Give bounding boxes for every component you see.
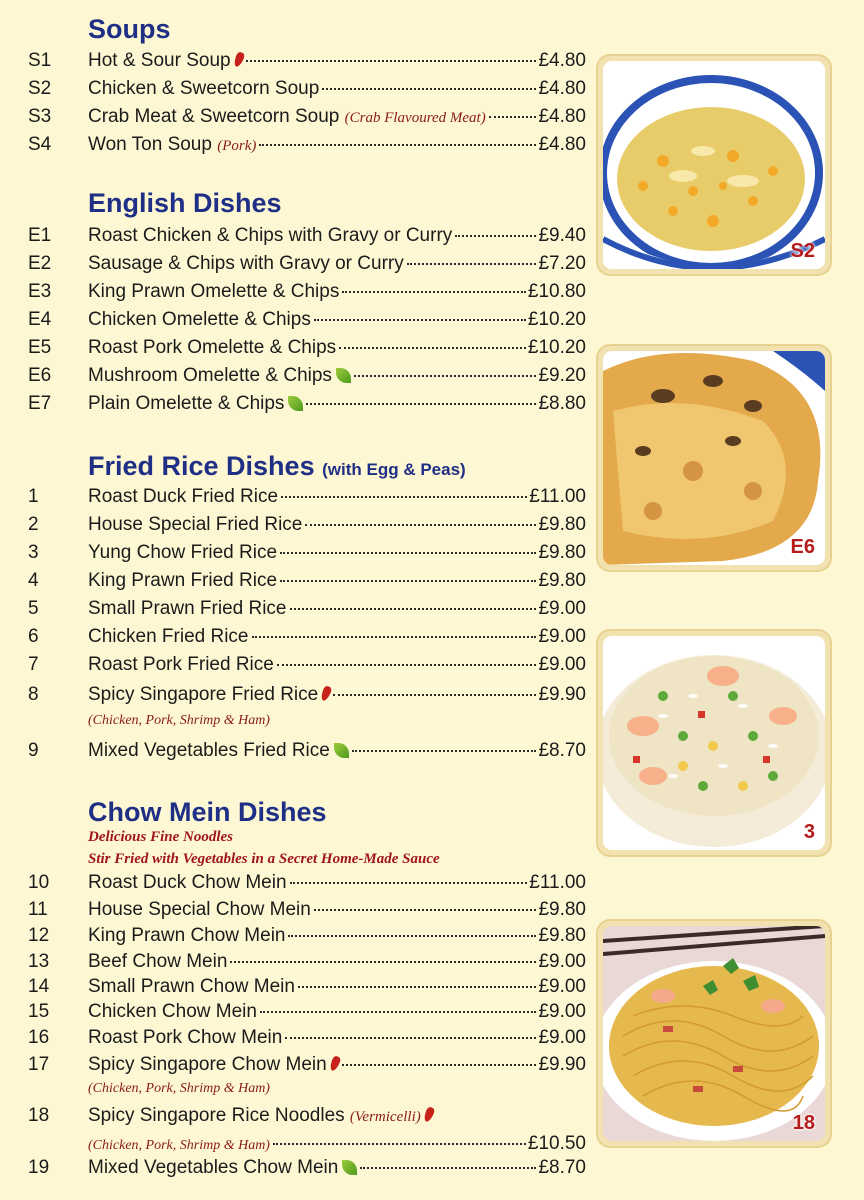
item-code: 16 [28,1027,50,1048]
menu-item-row [28,976,586,1000]
dot-leader [342,1064,537,1066]
item-note: (Chicken, Pork, Shrimp & Ham) [88,1138,270,1153]
item-name: Chicken & Sweetcorn Soup [88,78,320,99]
item-name-wrap [88,309,311,331]
item-price: £9.80 [538,570,586,591]
menu-item-row [28,106,586,130]
item-name: Chicken Omelette & Chips [88,309,311,330]
dot-leader [277,664,537,666]
item-code: 19 [28,1157,50,1178]
item-name-wrap [88,393,303,415]
item-name-wrap [88,50,243,72]
item-note: (Chicken, Pork, Shrimp & Ham) [88,713,270,728]
menu-item-row [28,514,586,538]
dot-leader [252,636,537,638]
item-name-wrap [88,514,302,536]
menu-item-row [28,925,586,949]
item-code: E2 [28,253,52,274]
item-code: 9 [28,740,39,761]
item-name: Spicy Singapore Rice Noodles [88,1105,345,1126]
item-name: King Prawn Chow Mein [88,925,286,946]
chili-icon [320,685,333,702]
item-price: £4.80 [538,50,586,71]
item-code: 17 [28,1054,50,1075]
item-price: £9.90 [538,1054,586,1075]
item-name-wrap [88,106,486,128]
item-code: 15 [28,1001,50,1022]
section-title-soups: Soups [88,14,171,44]
item-name-wrap [88,134,256,156]
menu-item-row [28,337,586,361]
photo-fried-rice [598,631,830,855]
item-code: E4 [28,309,52,330]
menu-item-row [28,570,586,594]
photo-tag: S2 [790,240,815,262]
item-name: Hot & Sour Soup [88,50,231,71]
item-price: £9.20 [538,365,586,386]
dot-leader [352,750,537,752]
dot-leader [407,263,537,265]
menu-item-row [28,486,586,510]
item-name-wrap [88,872,287,894]
item-name: Roast Duck Chow Mein [88,872,287,893]
item-name-wrap [88,1001,257,1023]
item-code: 5 [28,598,39,619]
item-code: E5 [28,337,52,358]
menu-item-row [28,50,586,74]
item-code: E7 [28,393,52,414]
item-name-wrap [88,225,452,247]
item-price: £10.20 [527,309,586,330]
menu-item-row [28,365,586,389]
section-title-chow-mein: Chow Mein Dishes [88,797,327,827]
dot-leader [260,1011,536,1013]
item-name: Yung Chow Fried Rice [88,542,278,563]
item-name-wrap [88,684,330,706]
item-name: Crab Meat & Sweetcorn Soup [88,106,340,127]
dot-leader [489,116,537,118]
item-name: Spicy Singapore Fried Rice [88,684,319,705]
item-name: Roast Pork Chow Mein [88,1027,283,1048]
item-note: (Chicken, Pork, Shrimp & Ham) [88,1081,270,1096]
item-18-note-line [88,1133,586,1155]
item-name: Chicken Fried Rice [88,626,249,647]
item-price: £9.80 [538,925,586,946]
noodles-image [603,926,825,1141]
leaf-icon [342,1160,357,1175]
item-name: Beef Chow Mein [88,951,228,972]
item-name-wrap [88,626,249,648]
item-name: Won Ton Soup [88,134,212,155]
photo-tag: 3 [803,821,815,843]
item-code: E3 [28,281,52,302]
dot-leader [290,882,528,884]
item-name: House Special Chow Mein [88,899,311,920]
item-17-note [88,1081,586,1103]
dot-leader [281,496,527,498]
item-price: £4.80 [538,134,586,155]
item-name: Sausage & Chips with Gravy or Curry [88,253,404,274]
item-name: Mixed Vegetables Chow Mein [88,1157,339,1178]
item-qualifier: (Crab Flavoured Meat) [344,110,486,126]
dot-leader [285,1037,536,1039]
item-name-wrap [88,1157,357,1179]
item-code: S4 [28,134,52,155]
item-code: 10 [28,872,50,893]
item-code: 6 [28,626,39,647]
menu-item-row [28,1105,586,1129]
menu-item-row [28,1027,586,1051]
item-name: Roast Duck Fried Rice [88,486,279,507]
item-price: £9.80 [538,514,586,535]
item-name: Plain Omelette & Chips [88,393,285,414]
menu-item-row [28,1054,586,1078]
item-name-wrap [88,486,278,508]
menu-item-row [28,626,586,650]
section-subtitle: (with Egg & Peas) [322,460,466,479]
item-code: 14 [28,976,50,997]
section-note-1: Delicious Fine Noodles [88,829,233,845]
item-code: 7 [28,654,39,675]
dot-leader [322,88,536,90]
item-price: £8.80 [538,393,586,414]
leaf-icon [288,396,303,411]
item-name: Chicken Chow Mein [88,1001,257,1022]
section-title-english: English Dishes [88,188,282,218]
dot-leader [290,608,537,610]
item-name-wrap [88,598,287,620]
dot-leader [342,291,526,293]
photo-tag: E6 [790,536,815,558]
item-price: £11.00 [529,486,586,507]
menu-item-row [28,654,586,678]
dot-leader [455,235,536,237]
item-name: Mixed Vegetables Fried Rice [88,740,330,761]
item-code: 13 [28,951,50,972]
item-name: Roast Pork Fried Rice [88,654,274,675]
photo-soup [598,56,830,274]
dot-leader [280,580,536,582]
dot-leader [246,60,537,62]
item-price: £11.00 [529,872,586,893]
section-title-text: Fried Rice Dishes [88,451,315,481]
item-price: £9.00 [538,976,586,997]
item-price: £10.20 [527,337,586,358]
item-name: Small Prawn Fried Rice [88,598,287,619]
dot-leader [273,1143,526,1145]
item-price: £4.80 [538,106,586,127]
dot-leader [305,524,536,526]
item-name-wrap [88,976,295,998]
section-title-fried-rice [88,451,466,482]
item-name: Spicy Singapore Chow Mein [88,1054,327,1075]
item-code: 8 [28,684,39,705]
item-name-wrap [88,337,336,359]
item-price: £10.50 [527,1133,586,1154]
photo-omelette [598,346,830,570]
dot-leader [360,1167,536,1169]
item-name: Mushroom Omelette & Chips [88,365,332,386]
section-note-2: Stir Fried with Vegetables in a Secret Home-Made Sauce [88,851,440,867]
item-name-wrap [88,365,351,387]
dot-leader [333,694,536,696]
item-code: S1 [28,50,52,71]
item-code: E1 [28,225,52,246]
item-name-wrap [88,253,404,275]
item-price: £4.80 [538,78,586,99]
dot-leader [339,347,526,349]
item-code: 12 [28,925,50,946]
menu-item-row [28,1001,586,1025]
item-price: £9.80 [538,542,586,563]
item-name-wrap [88,570,277,592]
item-code: 11 [28,899,48,920]
menu-item-row [28,951,586,975]
item-name: Roast Chicken & Chips with Gravy or Curry [88,225,453,246]
dot-leader [314,909,537,911]
item-price: £9.00 [538,1027,586,1048]
menu-item-row [28,872,586,896]
menu-item-row [28,134,586,158]
menu-item-row [28,740,586,764]
item-price: £9.40 [538,225,586,246]
leaf-icon [336,368,351,383]
omelette-image [603,351,825,565]
menu-item-row [28,899,586,923]
item-code: 1 [28,486,39,507]
menu-item-row [28,78,586,102]
item-8-note [88,713,586,735]
dot-leader [230,961,536,963]
item-code: E6 [28,365,52,386]
item-price: £8.70 [538,1157,586,1178]
item-name-wrap [88,281,339,303]
menu-item-row [28,309,586,333]
item-code: S3 [28,106,52,127]
item-name-wrap [88,925,285,947]
menu-item-row [28,225,586,249]
chili-icon [328,1055,341,1072]
item-name-wrap [88,78,319,100]
photo-noodles [598,921,830,1146]
chili-icon [422,1106,435,1123]
menu-item-row [28,598,586,622]
item-price: £9.00 [538,654,586,675]
dot-leader [259,144,536,146]
item-name: Roast Pork Omelette & Chips [88,337,337,358]
leaf-icon [334,743,349,758]
item-price: £9.80 [538,899,586,920]
item-price: £9.00 [538,1001,586,1022]
menu-item-row [28,542,586,566]
dot-leader [306,403,536,405]
item-name-wrap [88,1054,339,1076]
item-price: £10.80 [527,281,586,302]
dot-leader [354,375,537,377]
item-name: Small Prawn Chow Mein [88,976,295,997]
item-name-wrap [88,542,277,564]
dot-leader [288,935,536,937]
item-code: 2 [28,514,39,535]
item-name-wrap [88,1105,433,1127]
menu-item-row [28,393,586,417]
item-price: £8.70 [538,740,586,761]
photo-tag: 18 [792,1112,815,1134]
item-name-wrap [88,654,274,676]
item-name-wrap [88,1027,282,1049]
item-qualifier: (Vermicelli) [349,1109,421,1125]
item-name: King Prawn Omelette & Chips [88,281,340,302]
chili-icon [232,51,245,68]
item-code: 3 [28,542,39,563]
item-name-wrap [88,740,349,762]
menu-item-row [28,281,586,305]
item-price: £9.00 [538,598,586,619]
item-price: £9.00 [538,951,586,972]
dot-leader [314,319,526,321]
item-name: House Special Fried Rice [88,514,303,535]
soup-image [603,61,825,269]
item-name-wrap [88,951,227,973]
dot-leader [280,552,536,554]
item-code: 18 [28,1105,50,1126]
menu-item-row [28,684,586,708]
menu-item-row [28,1157,586,1181]
item-price: £9.00 [538,626,586,647]
item-price: £7.20 [538,253,586,274]
menu-item-row [28,253,586,277]
item-name-wrap [88,899,311,921]
item-code: 4 [28,570,39,591]
item-qualifier: (Pork) [217,138,257,154]
item-code: S2 [28,78,52,99]
fried-rice-image [603,636,825,850]
item-name: King Prawn Fried Rice [88,570,278,591]
dot-leader [298,986,536,988]
item-price: £9.90 [538,684,586,705]
